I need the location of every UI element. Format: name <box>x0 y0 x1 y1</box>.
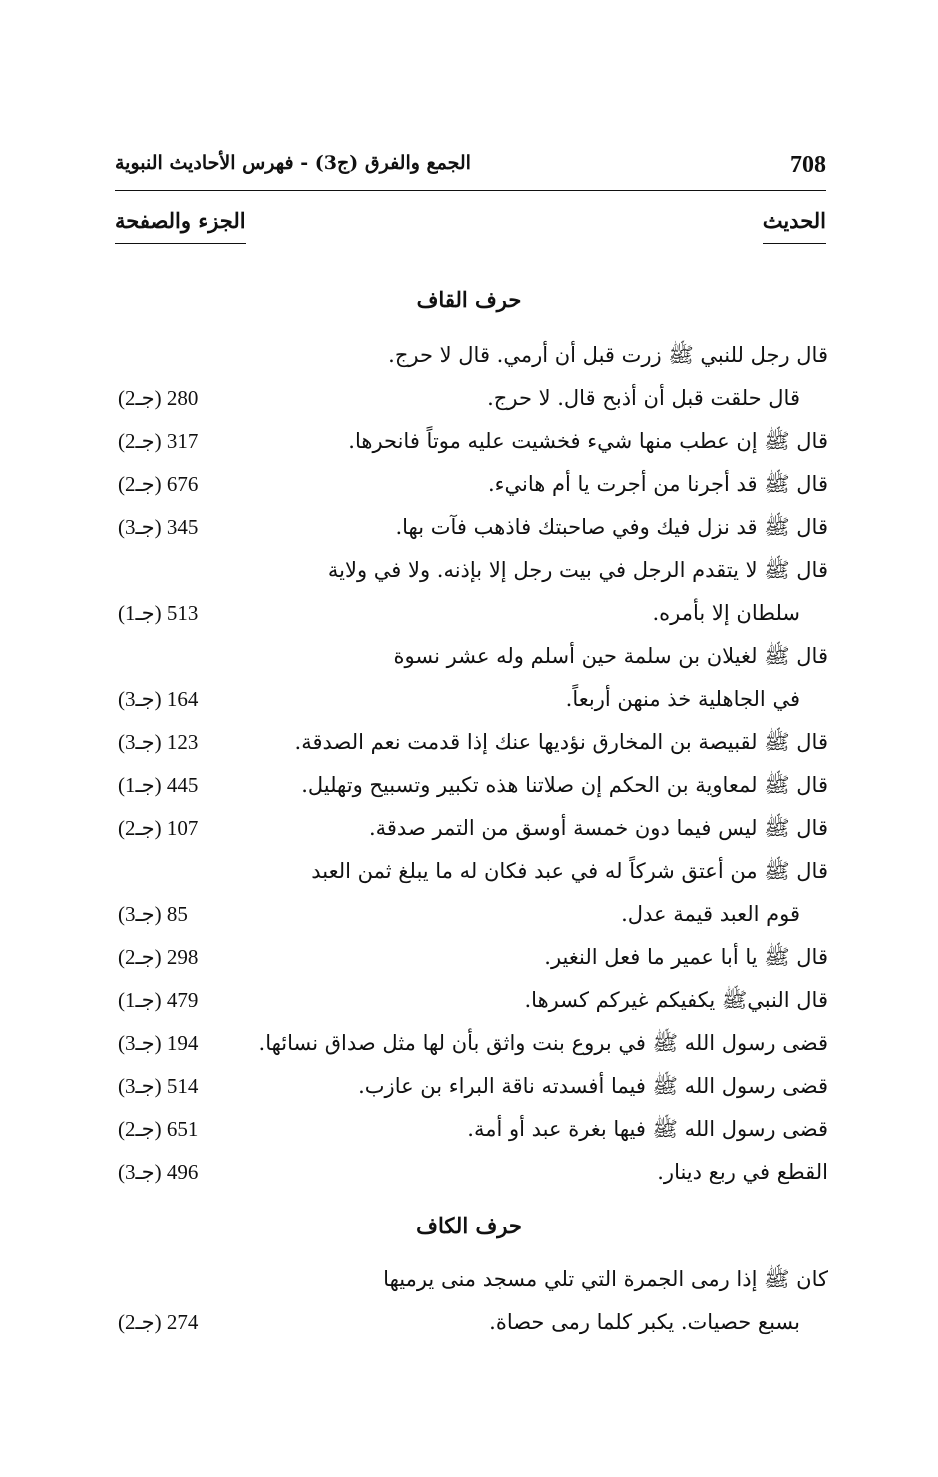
section-title: حرف الكاف <box>416 1213 522 1238</box>
hadith-text-line: قال ﷺ قد أجرنا من أجرت يا أم هانيء. <box>487 472 828 496</box>
hadith-text-line: قال ﷺ لمعاوية بن الحكم إن صلاتنا هذه تكبير وتسبيح وتهليل. <box>301 773 828 797</box>
hadith-text-line: قال ﷺ لغيلان بن سلمة حين أسلم وله عشر نسوة <box>393 644 828 668</box>
hadith-text-line: قال رجل للنبي ﷺ زرت قبل أن أرمي. قال لا حرج. <box>388 343 828 367</box>
hadith-text-line: قوم العبد قيمة عدل. <box>621 902 800 926</box>
hadith-text-line: قال ﷺ من أعتق شركاً له في عبد فكان له ما يبلغ ثمن العبد <box>311 859 828 883</box>
hadith-text-line: قضى رسول الله ﷺ في بروع بنت واثق بأن لها مثل صداق نسائها. <box>258 1031 828 1055</box>
part-page-reference: (جـ1) 445 <box>118 773 199 797</box>
hadith-text-line: كان ﷺ إذا رمى الجمرة التي تلي مسجد منى يرميها <box>383 1267 828 1291</box>
part-page-reference: (جـ3) 514 <box>118 1074 199 1098</box>
part-page-reference: (جـ3) 194 <box>118 1031 199 1055</box>
hadith-text-line: بسبع حصيات. يكبر كلما رمى حصاة. <box>489 1310 800 1334</box>
hadith-text-line: قال ﷺ ليس فيما دون خمسة أوسق من التمر صدقة. <box>368 816 828 840</box>
part-page-reference: (جـ2) 317 <box>118 429 199 453</box>
hadith-text-line: القطع في ربع دينار. <box>657 1160 828 1184</box>
part-page-reference: (جـ3) 85 <box>118 902 188 926</box>
part-page-reference: (جـ2) 298 <box>118 945 199 969</box>
hadith-text-line: قضى رسول الله ﷺ فيما أفسدته ناقة البراء بن عازب. <box>358 1074 828 1098</box>
hadith-text-line: قال ﷺ لقبيصة بن المخارق نؤديها عنك إذا قدمت نعم الصدقة. <box>294 730 828 754</box>
hadith-text-line: قال ﷺ قد نزل فيك وفي صاحبتك فاذهب فآت بها. <box>395 515 828 539</box>
hadith-text-line: قضى رسول الله ﷺ فيها بغرة عبد أو أمة. <box>467 1117 828 1141</box>
part-page-reference: (جـ2) 107 <box>118 816 199 840</box>
page-number: 708 <box>790 152 826 178</box>
part-page-reference: (جـ3) 345 <box>118 515 199 539</box>
page-header <box>115 148 826 191</box>
part-page-reference: (جـ3) 123 <box>118 730 199 754</box>
hadith-text-line: قال النبيﷺ يكفيكم غيركم كسرها. <box>524 988 828 1012</box>
hadith-text-line: في الجاهلية خذ منهن أربعاً. <box>565 687 800 711</box>
part-page-reference: (جـ1) 513 <box>118 601 199 625</box>
hadith-text-line: سلطان إلا بأمره. <box>652 601 800 625</box>
part-page-reference: (جـ2) 651 <box>118 1117 199 1141</box>
column-heading-hadith: الحديث <box>763 208 826 244</box>
hadith-text-line: قال ﷺ إن عطب منها شيء فخشيت عليه موتاً فانحرها. <box>348 429 828 453</box>
hadith-text-line: قال حلقت قبل أن أذبح قال. لا حرج. <box>487 386 800 410</box>
part-page-reference: (جـ2) 676 <box>118 472 199 496</box>
column-heading-part-page: الجزء والصفحة <box>115 208 246 244</box>
hadith-text-line: قال ﷺ لا يتقدم الرجل في بيت رجل إلا بإذنه. ولا في ولاية <box>327 558 828 582</box>
hadith-text-line: قال ﷺ يا أبا عمير ما فعل النغير. <box>544 945 828 969</box>
part-page-reference: (جـ3) 164 <box>118 687 199 711</box>
part-page-reference: (جـ3) 496 <box>118 1160 199 1184</box>
part-page-reference: (جـ2) 280 <box>118 386 199 410</box>
part-page-reference: (جـ1) 479 <box>118 988 199 1012</box>
running-title: الجمع والفرق (ج3) - فهرس الأحاديث النبوية <box>115 152 471 174</box>
section-title: حرف القاف <box>416 287 522 312</box>
part-page-reference: (جـ2) 274 <box>118 1310 199 1334</box>
